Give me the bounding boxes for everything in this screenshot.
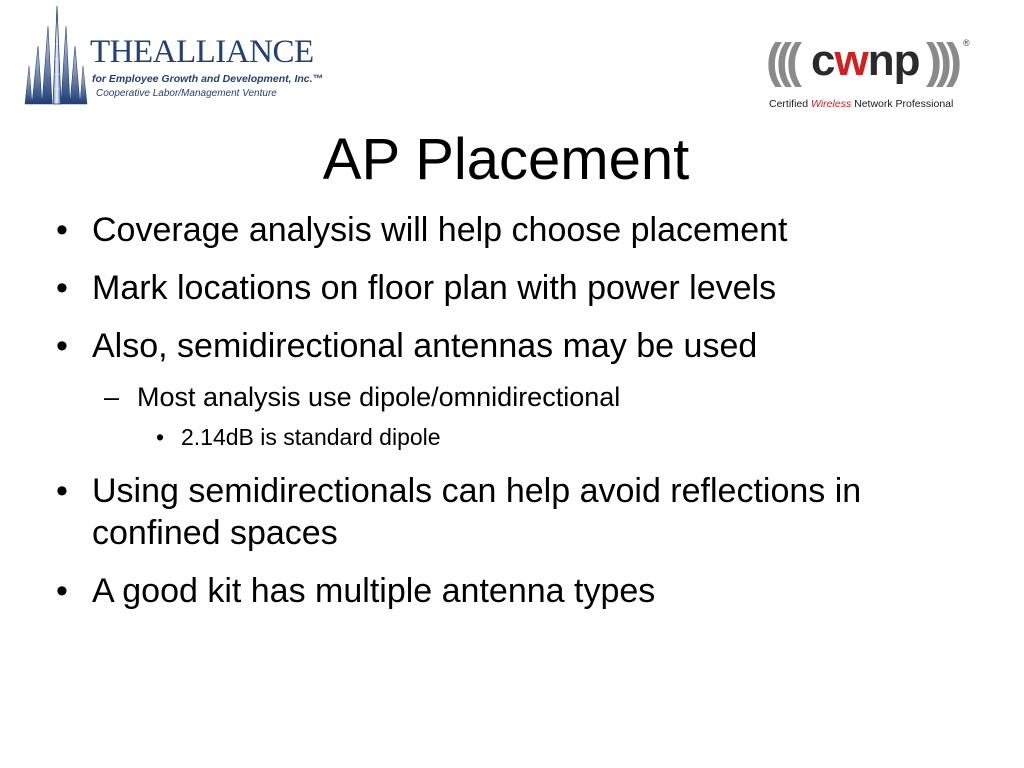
bullet-item (56, 471, 976, 555)
cwnp-wordmark (811, 36, 920, 85)
cwnp-tagline (769, 98, 953, 110)
cwnp-letter-c: c (811, 36, 835, 85)
cwnp-letters-np: np (867, 36, 920, 85)
cwnp-tag-suffix: Network Professional (854, 98, 954, 110)
sub-bullet-marker: – (104, 382, 120, 413)
bullet-marker: • (56, 211, 68, 249)
cwnp-logo (764, 36, 974, 116)
sub-sub-bullet-marker: • (156, 423, 165, 450)
cwnp-letter-w: w (834, 36, 868, 85)
bullet-item (56, 571, 976, 613)
bullet-list (56, 210, 976, 629)
sub-sub-bullet-text: 2.14dB is standard dipole (181, 423, 441, 450)
bullet-text: Mark locations on floor plan with power levels (92, 268, 777, 307)
cwnp-tag-wireless: Wireless (811, 98, 852, 110)
bullet-text: Coverage analysis will help choose placement (92, 211, 788, 249)
wireless-waves-right-icon: ))) (926, 35, 956, 88)
alliance-logo (24, 4, 324, 108)
wireless-waves-left-icon: ((( (766, 35, 796, 88)
slide-title: AP Placement (322, 127, 690, 192)
registered-mark: ® (963, 38, 970, 48)
bullet-marker: • (56, 268, 68, 307)
bullet-text: Also, semidirectional antennas may be used (92, 326, 758, 365)
bullet-item (56, 268, 976, 310)
alliance-tagline: Cooperative Labor/Management Venture (96, 88, 277, 99)
bullet-marker: • (56, 326, 68, 365)
alliance-wordmark: THEALLIANCE (90, 34, 314, 70)
sub-bullet-text: Most analysis use dipole/omnidirectional (137, 382, 621, 413)
cwnp-tag-prefix: Certified (769, 98, 809, 110)
trademark-symbol: ™ (312, 73, 324, 85)
sub-sub-bullet-item (56, 423, 976, 452)
bullet-marker: • (56, 572, 68, 611)
bullet-marker: • (56, 472, 68, 511)
bullet-item (56, 326, 976, 368)
bullet-text: A good kit has multiple antenna types (92, 572, 656, 611)
bullet-item (56, 210, 976, 252)
alliance-tower-icon (24, 4, 88, 108)
alliance-subtitle-text: for Employee Growth and Development, Inc. (92, 73, 313, 85)
sub-bullet-item (56, 381, 976, 414)
bullet-text: Using semidirectionals can help avoid reflections in confined spaces (92, 472, 862, 553)
alliance-subtitle (92, 74, 323, 85)
